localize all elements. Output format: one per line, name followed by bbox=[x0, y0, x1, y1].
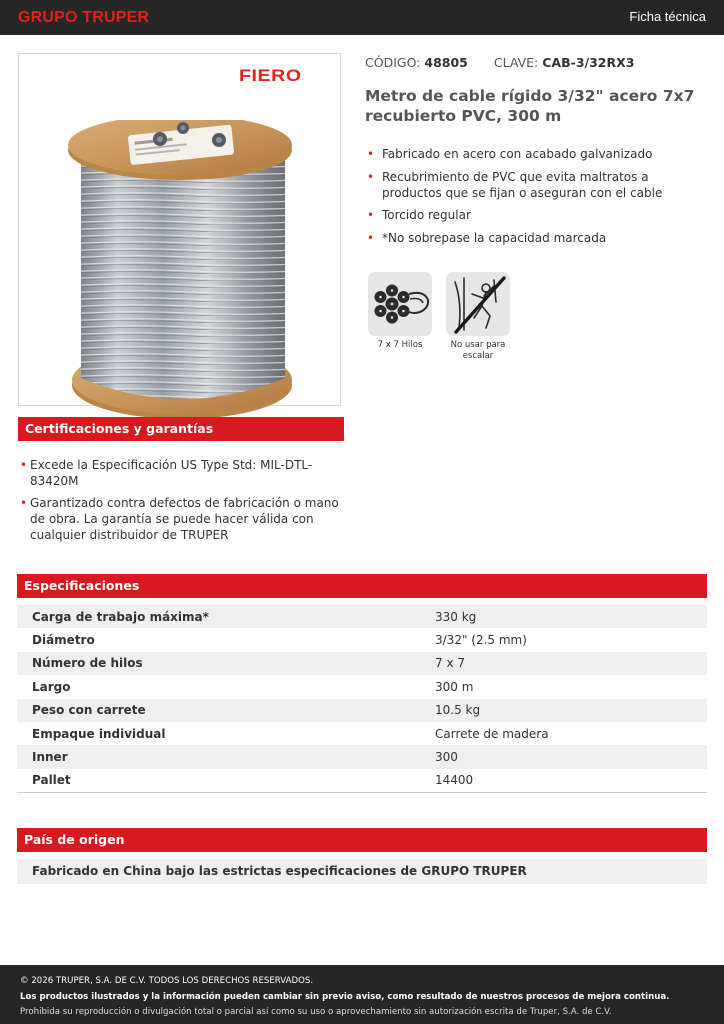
no-climbing-icon bbox=[446, 272, 510, 336]
spec-label: Carga de trabajo máxima* bbox=[32, 609, 209, 624]
key-value: CAB-3/32RX3 bbox=[542, 55, 635, 70]
document-type: Ficha técnica bbox=[629, 9, 706, 24]
spec-label: Número de hilos bbox=[32, 656, 143, 671]
spec-label: Empaque individual bbox=[32, 726, 166, 741]
feature-item: • *No sobrepase la capacidad marcada bbox=[365, 230, 710, 246]
footer-notice: Los productos ilustrados y la información pueden cambiar sin previo aviso, como resultado de nuestros procesos de mejora continua. bbox=[20, 991, 670, 1002]
brand-logo: GRUPO TRUPER bbox=[18, 9, 150, 26]
certifications-heading: Certificaciones y garantías bbox=[18, 417, 344, 441]
table-row bbox=[17, 745, 707, 768]
spec-value: 300 bbox=[435, 750, 458, 765]
cable-spool-image bbox=[67, 120, 313, 426]
table-row bbox=[17, 628, 707, 651]
spec-label: Largo bbox=[32, 679, 71, 694]
spec-value: 7 x 7 bbox=[435, 656, 465, 671]
spec-label: Peso con carrete bbox=[32, 703, 146, 718]
table-row bbox=[17, 699, 707, 722]
table-row bbox=[17, 722, 707, 745]
specifications-table bbox=[17, 605, 707, 793]
specifications-heading: Especificaciones bbox=[17, 574, 707, 598]
feature-item: • Recubrimiento de PVC que evita maltratos a productos que se fijan o aseguran con el cable bbox=[365, 169, 710, 201]
origin-text: Fabricado en China bajo las estrictas especificaciones de GRUPO TRUPER bbox=[17, 859, 707, 884]
spec-value: 3/32" (2.5 mm) bbox=[435, 633, 527, 648]
feature-list bbox=[365, 146, 710, 252]
spec-value: Carrete de madera bbox=[435, 726, 549, 741]
fiero-logo: FIERO bbox=[239, 66, 302, 85]
footer-legal: Prohibida su reproducción o divulgación total o parcial así como su uso o aprovechamiento sin autorización escrita de Truper, S.A. de C.V. bbox=[20, 1007, 612, 1017]
badge-label: No usar para escalar bbox=[450, 340, 506, 361]
table-row bbox=[17, 675, 707, 698]
code-value: 48805 bbox=[424, 55, 468, 70]
spec-label: Pallet bbox=[32, 773, 71, 788]
feature-item: • Fabricado en acero con acabado galvanizado bbox=[365, 146, 710, 162]
product-code-line bbox=[365, 55, 634, 70]
certification-item: • Excede la Especificación US Type Std: MIL-DTL-83420M bbox=[20, 457, 340, 489]
spec-value: 14400 bbox=[435, 773, 474, 788]
footer-copyright: © 2026 TRUPER, S.A. DE C.V. TODOS LOS DERECHOS RESERVADOS. bbox=[20, 976, 314, 986]
table-row bbox=[17, 605, 707, 628]
feature-item: • Torcido regular bbox=[365, 207, 710, 223]
certification-item: • Garantizado contra defectos de fabricación o mano de obra. La garantía se puede hacer válida con cualquier distribuidor de TRUPER bbox=[20, 495, 340, 543]
cable-cross-section-icon bbox=[368, 272, 432, 336]
table-row bbox=[17, 769, 707, 792]
certifications-list bbox=[20, 457, 340, 549]
spec-label: Inner bbox=[32, 750, 68, 765]
product-title: Metro de cable rígido 3/32" acero 7x7 recubierto PVC, 300 m bbox=[365, 87, 695, 125]
code-label: CÓDIGO: bbox=[365, 55, 421, 70]
footer bbox=[0, 965, 724, 1024]
origin-heading: País de origen bbox=[17, 828, 707, 852]
table-row bbox=[17, 652, 707, 675]
spec-value: 10.5 kg bbox=[435, 703, 481, 718]
header-bar bbox=[0, 0, 724, 35]
spec-value: 300 m bbox=[435, 679, 474, 694]
product-image bbox=[18, 53, 341, 406]
spec-value: 330 kg bbox=[435, 609, 477, 624]
key-label: CLAVE: bbox=[493, 55, 539, 70]
spec-label: Diámetro bbox=[32, 633, 95, 648]
badge-label: 7 x 7 Hilos bbox=[377, 340, 423, 350]
